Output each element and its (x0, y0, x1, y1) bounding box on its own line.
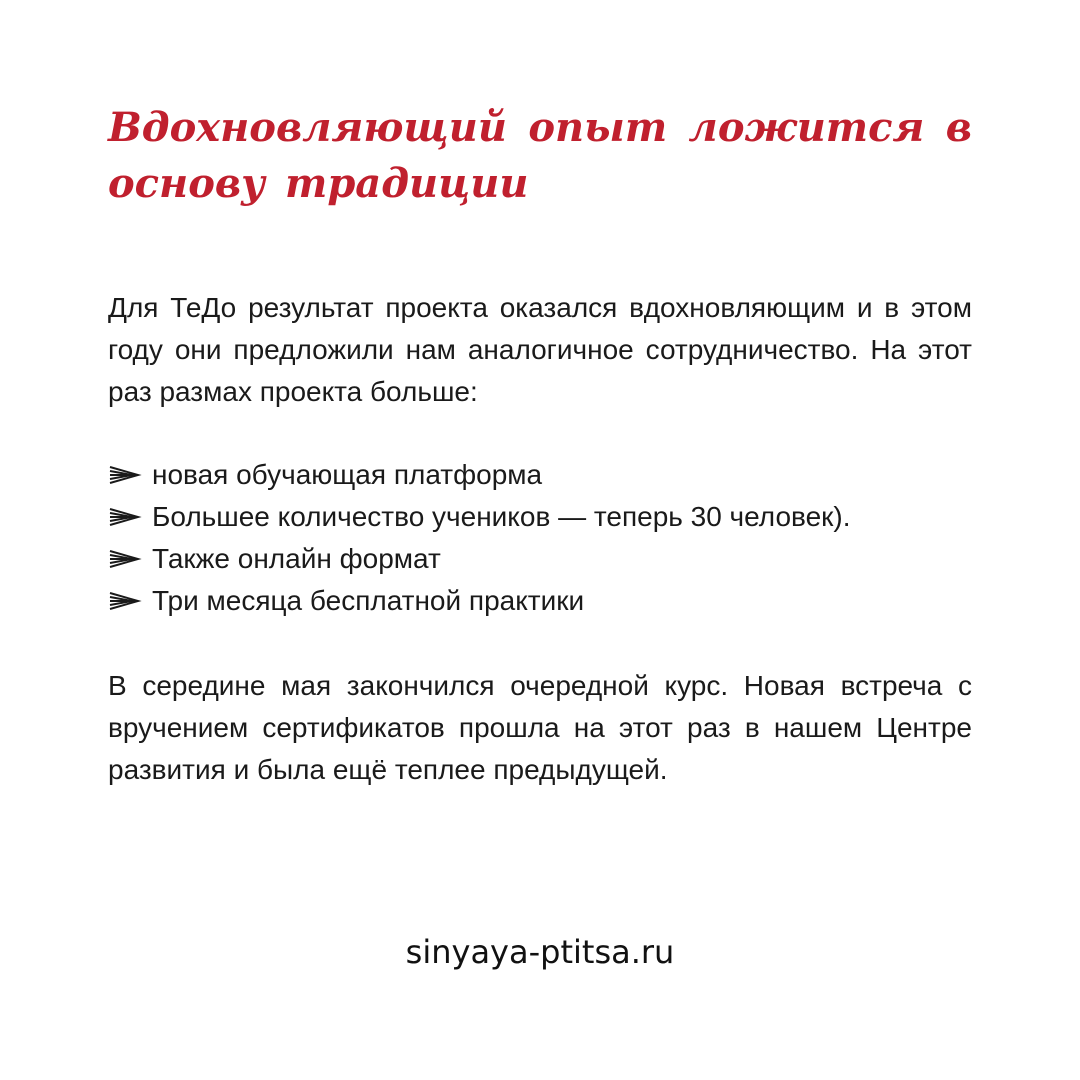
bullet-text: Также онлайн формат (152, 543, 441, 574)
bullet-text: новая обучающая платформа (152, 459, 543, 490)
closing-paragraph: В середине мая закончился очередной курс. Новая встреча с вручением сертификатов прошла на этот раз в нашем Центре развития и была ещё теплее предыдущей. (108, 670, 972, 785)
list-item (108, 496, 972, 538)
bullet-text: Большее количество учеников — теперь 30 человек). (152, 501, 851, 532)
arrow-bullet-icon (108, 591, 142, 611)
arrow-bullet-icon (108, 507, 142, 527)
arrow-bullet-icon (108, 549, 142, 569)
card-title: Вдохновляющий опыт ложится в основу традиции (108, 104, 972, 207)
intro-paragraph: Для ТеДо результат проекта оказался вдохновляющим и в этом году они предложили нам аналогичное сотрудничество. На этот раз размах проекта больше: (108, 292, 972, 407)
list-item (108, 580, 972, 622)
website-link[interactable]: sinyaya-ptitsa.ru (405, 933, 675, 971)
arrow-bullet-icon (108, 465, 142, 485)
bullet-text: Три месяца бесплатной практики (152, 585, 585, 616)
list-item (108, 454, 972, 496)
list-item (108, 538, 972, 580)
bullet-list (108, 454, 972, 622)
